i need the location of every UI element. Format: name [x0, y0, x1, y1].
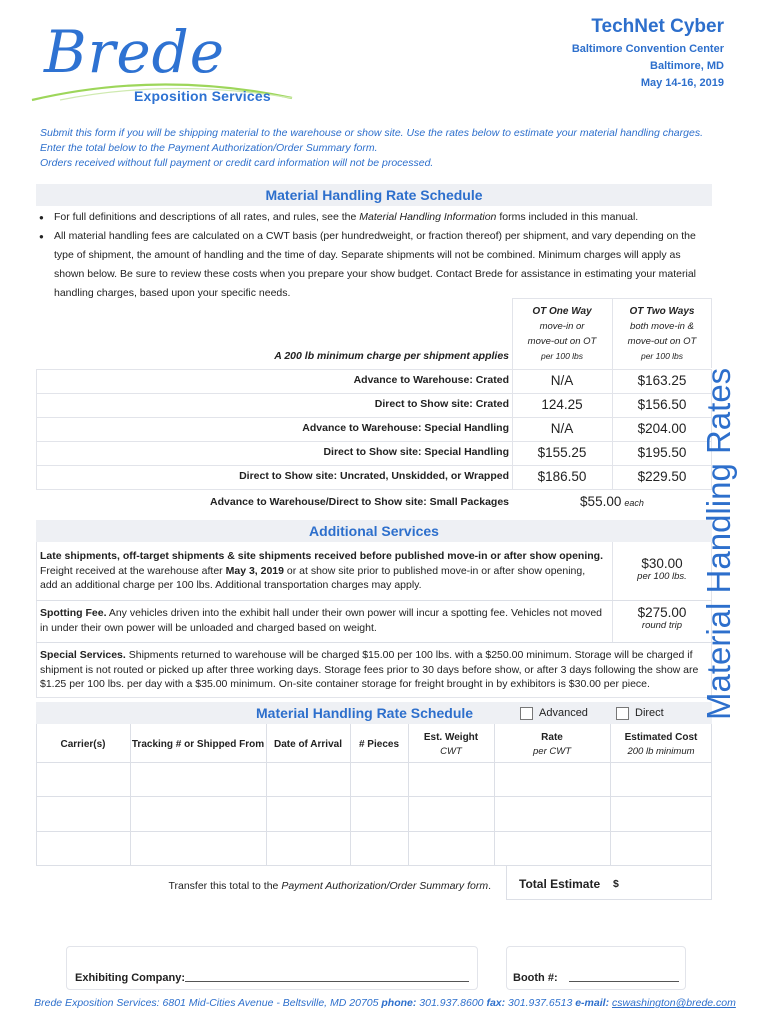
- col-pieces: # Pieces: [358, 739, 400, 750]
- order-form-title: Material Handling Rate Schedule: [256, 705, 474, 721]
- col-tracking: Tracking # or Shipped From: [131, 739, 265, 750]
- col-carrier: Carrier(s): [60, 739, 106, 750]
- logo-wordmark: Brede: [44, 18, 226, 86]
- show-title: TechNet Cyber: [591, 16, 724, 37]
- col-rate: Rate per CWT: [533, 732, 571, 757]
- small-package-rate: $55.00: [580, 494, 622, 509]
- table-row: Advance to Warehouse: Crated N/A $163.25: [36, 369, 712, 393]
- direct-option[interactable]: Direct: [616, 706, 664, 720]
- col-cost: Estimated Cost 200 lb minimum: [624, 732, 698, 757]
- ot-one-way-header: OT One Way move-in or move-out on OT per 100 lbs: [527, 306, 597, 361]
- total-estimate-box[interactable]: [506, 866, 712, 900]
- table-row[interactable]: [37, 763, 711, 796]
- rate-schedule-title: Material Handling Rate Schedule: [36, 184, 712, 206]
- show-dates: May 14-16, 2019: [640, 77, 724, 89]
- direct-checkbox[interactable]: [616, 707, 629, 720]
- col-arrival: Date of Arrival: [274, 739, 342, 750]
- rate-rules-list: [36, 208, 712, 303]
- divider: [36, 600, 712, 601]
- table-row: Direct to Show site: Special Handling $155.25 $195.50: [36, 441, 712, 465]
- col-weight: Est. Weight CWT: [423, 732, 479, 757]
- exhibiting-company-box: [66, 946, 478, 990]
- table-row: Direct to Show site: Crated 124.25 $156.50: [36, 393, 712, 417]
- late-shipments-text: Late shipments, off-target shipments & site shipments received before published move-in or after show opening. Freight received at the warehouse after May 3, 2019 or at show site prior to published move-in or after show opening, add an additional charge per 100 lbs. Additional transportation charges may apply.: [40, 550, 604, 591]
- late-shipments-price: $30.00 per 100 lbs.: [637, 556, 687, 582]
- intro-line: Submit this form if you will be shipping material to the warehouse or show site. Use the rates below to estimate your material handling charges.: [40, 127, 703, 139]
- advanced-checkbox[interactable]: [520, 707, 533, 720]
- logo-subtitle: Exposition Services: [134, 88, 271, 104]
- email-link[interactable]: cswashington@brede.com: [611, 997, 736, 1009]
- exhibiting-company-label: Exhibiting Company:: [75, 972, 185, 984]
- table-row[interactable]: [37, 797, 711, 831]
- advanced-option[interactable]: Advanced: [520, 706, 588, 720]
- booth-box: [506, 946, 686, 990]
- intro-line: Orders received without full payment or credit card information will not be processed.: [40, 157, 434, 169]
- list-item: ● All material handling fees are calculated on a CWT basis (per hundredweight, or fraction thereof) per shipment, and vary depending on the type of shipment, the amount of handling and the time of day. Separate shipments will not be combined. Minimum charges will apply as shown below. Be sure to review these costs when you prepare your show budget. Contact Brede for assistance in estimating your material handling charges, based upon your specific needs.: [36, 227, 712, 303]
- table-row: Advance to Warehouse/Direct to Show site: Small Packages $55.00 each: [36, 489, 712, 522]
- ot-two-ways-header: OT Two Ways both move-in & move-out on OT per 100 lbs: [627, 306, 697, 361]
- footer-contact: Brede Exposition Services: 6801 Mid-Cities Avenue - Beltsville, MD 20705 phone: 301.937.8600 fax: 301.937.6513 e-mail: cswashington@brede.com: [34, 997, 736, 1009]
- transfer-note: Transfer this total to the Payment Authorization/Order Summary form.: [168, 880, 491, 892]
- divider: [36, 642, 712, 643]
- additional-services-title: Additional Services: [36, 520, 712, 542]
- spotting-fee-text: Spotting Fee. Any vehicles driven into the exhibit hall under their own power will incur a spotting fee. Vehicles not moved in under their own power will be unloaded and charged based on weight.: [40, 607, 603, 634]
- small-package-note: each: [624, 498, 644, 508]
- special-services-text: Special Services. Shipments returned to warehouse will be charged $15.00 per 100 lbs. with a $250.00 minimum. Storage will be charged if shipment is not routed or picked up after three working days. Storage fees prior to 30 days before show, or after 3 days following the show are $1.25 per 100 lbs. per day with a $35.00 minimum. On-site container storage for freight brought in by exhibitors is $30.00 per piece.: [40, 649, 699, 690]
- min-charge-note: A 200 lb minimum charge per shipment applies: [274, 350, 509, 362]
- show-city: Baltimore, MD: [650, 60, 724, 72]
- total-estimate-label: Total Estimate: [519, 877, 601, 891]
- list-item: ● For full definitions and descriptions of all rates, and rules, see the Material Handling Information forms included in this manual.: [36, 208, 712, 227]
- table-row: Direct to Show site: Uncrated, Unskidded, or Wrapped $186.50 $229.50: [36, 465, 712, 489]
- table-row[interactable]: [37, 832, 711, 865]
- table-row: Advance to Warehouse: Special Handling N/A $204.00: [36, 417, 712, 441]
- show-venue: Baltimore Convention Center: [571, 43, 724, 55]
- booth-label: Booth #:: [513, 972, 558, 984]
- intro-line: Enter the total below to the Payment Authorization/Order Summary form.: [40, 142, 378, 154]
- total-currency: $: [613, 878, 619, 890]
- booth-field[interactable]: [569, 981, 679, 982]
- side-title: Material Handling Rates: [700, 367, 737, 720]
- exhibiting-company-field[interactable]: [185, 981, 469, 982]
- intro-text: [40, 126, 730, 171]
- spotting-fee-price: $275.00 round trip: [637, 605, 687, 631]
